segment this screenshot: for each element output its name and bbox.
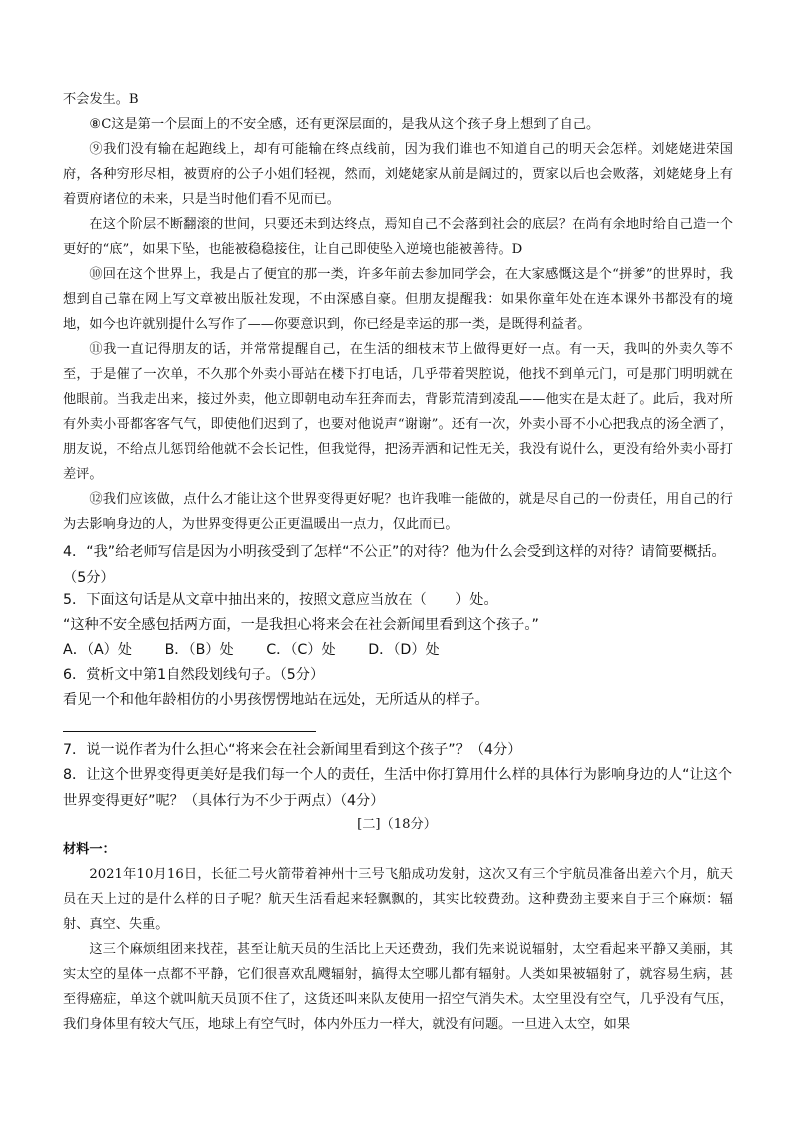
question-4: 4．“我”给老师写信是因为小明孩受到了怎样“不公正”的对待？他为什么会受到这样的对待？请简要概括。（5分）: [63, 544, 726, 586]
paragraph-9: ⑨我们没有输在起跑线上，却有可能输在终点线前，因为我们谁也不知道自己的明天会怎样。刘姥姥进荣国府，各种穷形尽相，被贾府的公子小姐们轻视，然而，刘姥姥家从前是阔过的，贾家以后也会败落，刘姥姥身上有着贾府诸位的未来，只是当时他们看不见而已。: [63, 142, 733, 207]
material-1-paragraph-2: 这三个麻烦组团来找茬，甚至让航天员的生活比上天还费劲，我们先来说说辐射，太空看起来平静又美丽，其实太空的星体一点都不平静，它们很喜欢乱飕辐射，搞得太空哪儿都有辐射。人类如果被辐射了，就容易生病，甚至得癌症，单这个就叫航天员顶不住了，这货还叫来队友使用一招空气消失术。太空里没有空气，几乎没有气压，我们身体里有较大气压，地球上有空气时，体内外压力一样大，就没有问题。一旦进入太空，如果: [63, 942, 733, 1032]
question-5-quote: “这种不安全感包括两方面，一是我担心将来会在社会新闻里看到这个孩子。”: [63, 617, 539, 633]
answer-line: [63, 731, 316, 732]
material-1-label: 材料一：: [63, 842, 116, 857]
paragraph-11: ⑪我一直记得朋友的话，并常常提醒自己，在生活的细枝末节上做得更好一点。有一天，我叫的外卖久等不至，于是催了一次单，不久那个外卖小哥站在楼下打电话，几乎带着哭腔说，他找不到单元门，可是那门明明就在他眼前。当我走出来，接过外卖，他立即朝电动车狂奔而去，背影荒清到凌乱——他实在是太赶了。此后，我对所有外卖小哥都客客气气，即使他们迟到了，也要对他说声“谢谢”。还有一次，外卖小哥不小心把我点的汤全洒了，朋友说，不给点儿惩罚给他就不会长记性，但我觉得，把汤弄洒和记性无关，我没有说什么，更没有给外卖小哥打差评。: [63, 342, 733, 482]
question-5-options: [63, 637, 468, 663]
question-5: 5．下面这句话是从文章中抽出来的，按照文意应当放在（ ）处。: [63, 592, 498, 608]
question-6: 6．赏析文中第1自然段划线句子。（5分）: [63, 667, 325, 683]
paragraph-d: 在这个阶层不断翻滚的世间，只要还未到达终点，焉知自己不会落到社会的底层？在尚有余地时给自己造一个更好的“底”，如果下坠，也能被稳稳接住，让自己即使坠入逆境也能被善待。D: [63, 217, 733, 257]
option-c[interactable]: C．（C）处: [266, 642, 336, 658]
option-a[interactable]: A．（A）处: [63, 642, 133, 658]
option-d[interactable]: D．（D）处: [368, 642, 440, 658]
paragraph-8: ⑧C这是第一个层面上的不安全感，还有更深层面的，是我从这个孩子身上想到了自己。: [89, 117, 600, 132]
paragraph-12: ⑫我们应该做，点什么才能让这个世界变得更好呢？也许我唯一能做的，就是尽自己的一份责任，用自己的行为去影响身边的人，为世界变得更公正更温暖出一点力，仅此而已。: [63, 492, 733, 532]
question-6-sentence: 看见一个和他年龄相仿的小男孩愣愣地站在远处，无所适从的样子。: [63, 692, 489, 708]
section-2-heading: [二]（18分）: [357, 817, 437, 832]
material-1-paragraph-1: 2021年10月16日，长征二号火箭带着神州十三号飞船成功发射，这次又有三个宇航员准备出差六个月，航天员在天上过的是什么样的日子呢？航天生活看起来轻飘飘的，其实比较费劲。这种费劲主要来自于三个麻烦：辐射、真空、失重。: [63, 867, 733, 932]
question-7: 7．说一说作者为什么担心“将来会在社会新闻里看到这个孩子”？（4分）: [63, 742, 522, 758]
paragraph-10: ⑩回在这个世界上，我是占了便宜的那一类，许多年前去参加同学会，在大家感慨这是个“拼爹”的世界时，我想到自己靠在网上写文章被出版社发现，不由深感自豪。但朋友提醒我：如果你童年处在连本课外书都没有的境地，如今也许就别提什么写作了——你要意识到，你已经是幸运的那一类，是既得利益者。: [63, 267, 733, 332]
question-8: 8．让这个世界变得更美好是我们每一个人的责任，生活中你打算用什么样的具体行为影响身边的人“让这个世界变得更好”呢？（具体行为不少于两点）（4分）: [63, 767, 733, 809]
option-b[interactable]: B．（B）处: [164, 642, 234, 658]
text-fragment-b: 不会发生。B: [63, 92, 139, 107]
